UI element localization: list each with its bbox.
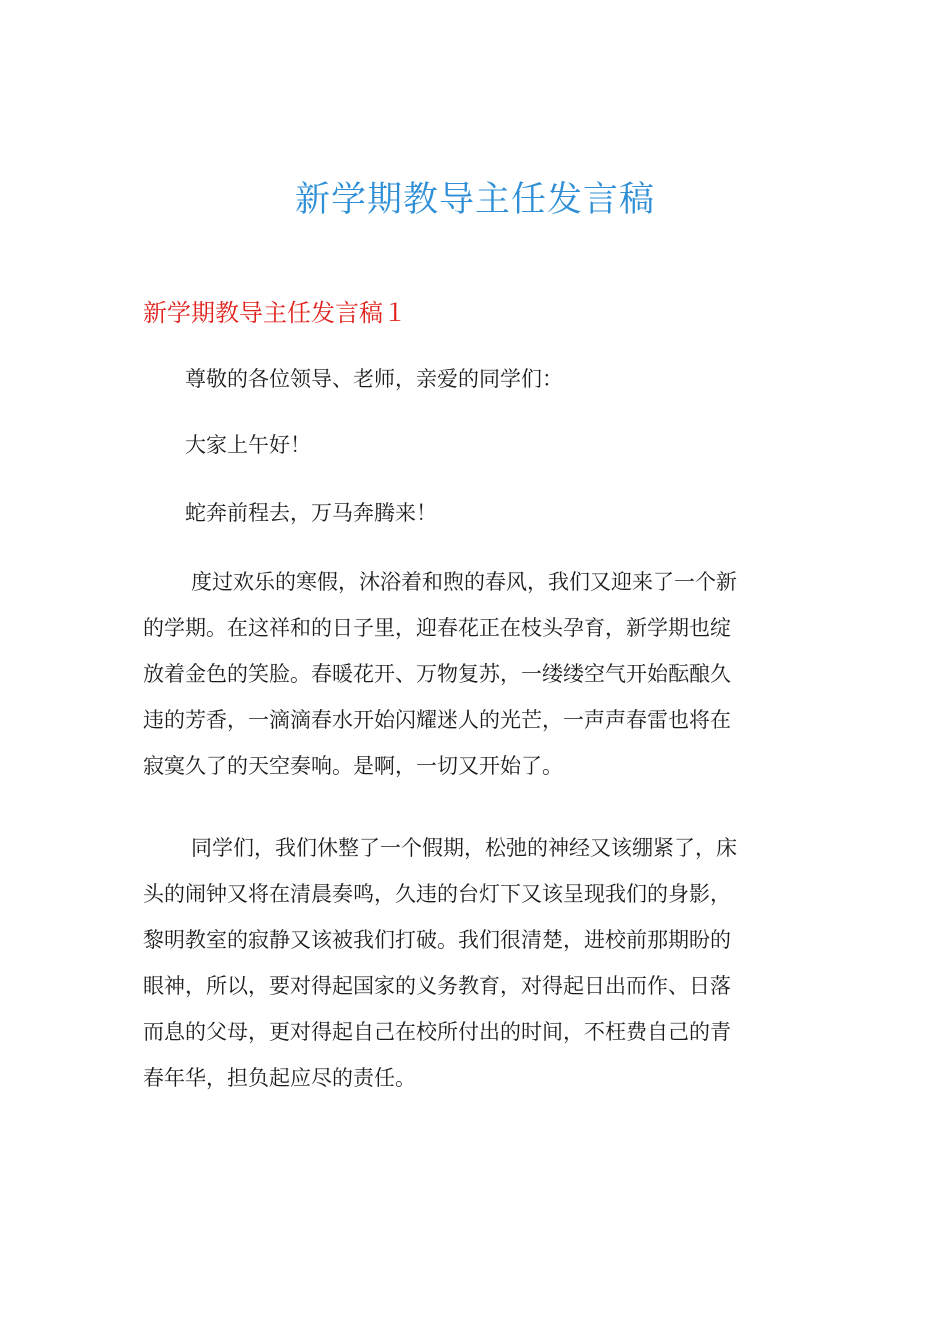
section-heading: 新学期教导主任发言稿１ [143,299,407,327]
document-title: 新学期教导主任发言稿 [294,180,655,220]
paragraph-2-line: 春年华，担负起应尽的责任。 [143,1066,416,1090]
paragraph-1-line: 的学期。在这祥和的日子里，迎春花正在枝头孕育，新学期也绽 [143,616,731,640]
paragraph-2-line: 同学们，我们休整了一个假期，松弛的神经又该绷紧了，床 [191,836,737,860]
paragraph-2-line: 头的闹钟又将在清晨奏鸣，久违的台灯下又该呈现我们的身影， [143,882,731,906]
hello-line: 大家上午好！ [185,433,311,457]
paragraph-1 [143,559,807,789]
paragraph-1-line: 放着金色的笑脸。春暖花开、万物复苏，一缕缕空气开始酝酿久 [143,662,731,686]
greeting-line: 尊敬的各位领导、老师，亲爱的同学们： [185,367,563,391]
paragraph-1-line: 度过欢乐的寒假，沐浴着和煦的春风，我们又迎来了一个新 [191,570,737,594]
paragraph-1-line: 寂寞久了的天空奏响。是啊，一切又开始了。 [143,754,563,778]
paragraph-2 [143,825,807,1101]
paragraph-2-line: 黎明教室的寂静又该被我们打破。我们很清楚，进校前那期盼的 [143,928,731,952]
paragraph-1-line: 违的芳香，一滴滴春水开始闪耀迷人的光芒，一声声春雷也将在 [143,708,731,732]
paragraph-2-line: 眼神，所以，要对得起国家的义务教育，对得起日出而作、日落 [143,974,731,998]
slogan-line: 蛇奔前程去，万马奔腾来！ [185,501,437,525]
paragraph-2-line: 而息的父母，更对得起自己在校所付出的时间，不枉费自己的青 [143,1020,731,1044]
